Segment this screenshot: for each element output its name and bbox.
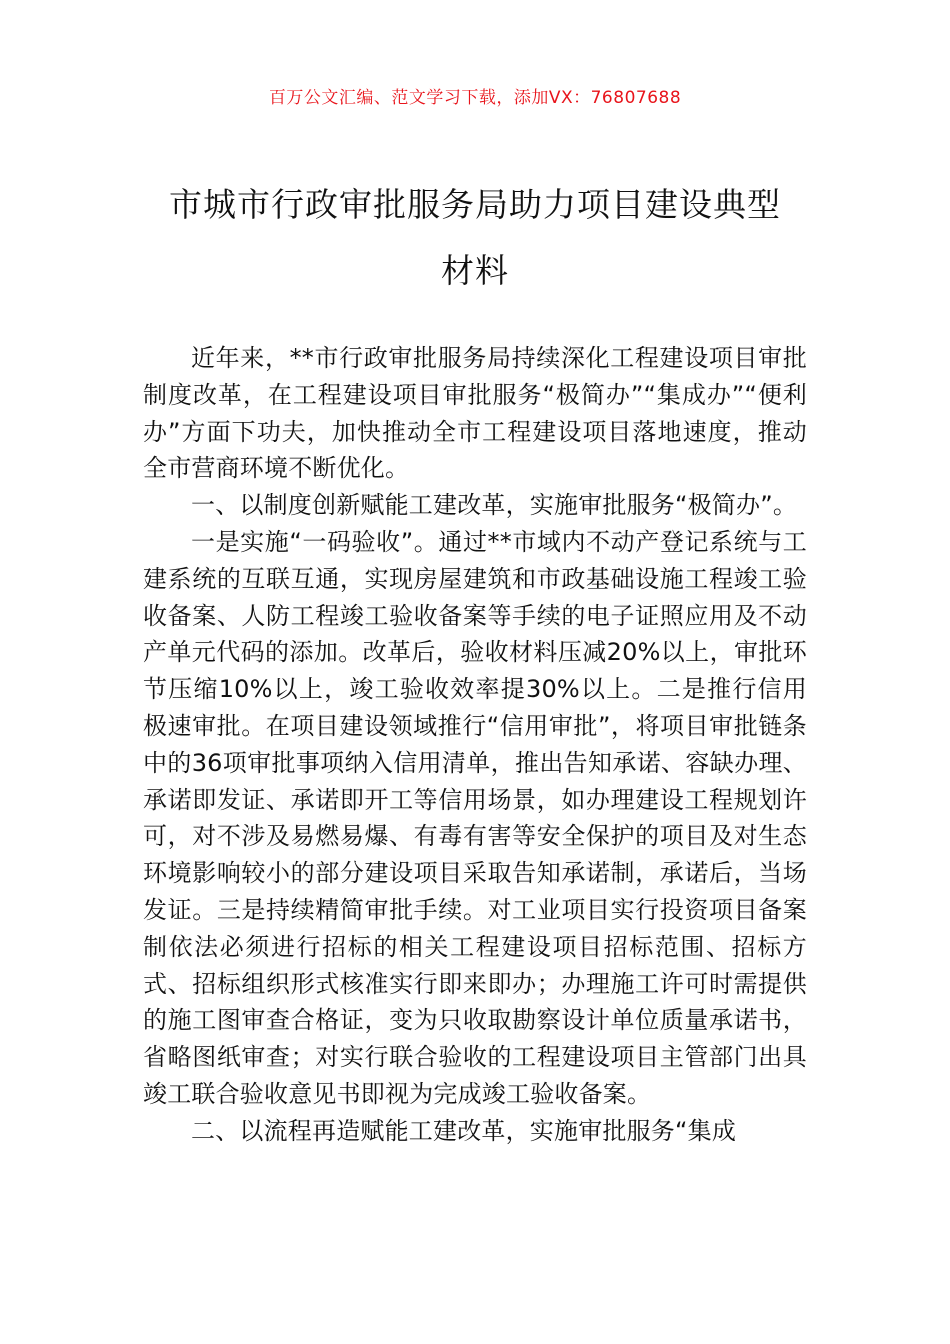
section-heading-2: 二、以流程再造赋能工建改革，实施审批服务“集成 — [191, 1116, 737, 1145]
title-line-2: 材料 — [441, 251, 509, 290]
paragraph-section-1-detail: 一是实施“一码验收”。通过**市域内不动产登记系统与工建系统的互联互通，实现房屋建筑和市政基础设施工程竣工验收备案、人防工程竣工验收备案等手续的电子证照应用及不动产单元代码的添加。改革后，验收材料压减20%以上，审批环节压缩10%以上，竣工验收效率提30%以上。二是推行信用极速审批。在项目建设领域推行“信用审批”，将项目审批链条中的36项审批事项纳入信用清单，推出告知承诺、容缺办理、承诺即发证、承诺即开工等信用场景，如办理建设工程规划许可，对不涉及易燃易爆、有毒有害等安全保护的项目及对生态环境影响较小的部分建设项目采取告知承诺制，承诺后，当场发证。三是持续精简审批手续。对工业项目实行投资项目备案制依法必须进行招标的相关工程建设项目招标范围、招标方式、招标组织形式核准实行即来即办；办理施工许可时需提供的施工图审查合格证，变为只收取勘察设计单位质量承诺书，省略图纸审查；对实行联合验收的工程建设项目主管部门出具竣工联合验收意见书即视为完成竣工验收备案。 — [143, 527, 807, 1108]
title-line-1: 市城市行政审批服务局助力项目建设典型 — [169, 185, 781, 224]
watermark-header-note: 百万公文汇编、范文学习下载，添加VX：76807688 — [268, 88, 682, 108]
document-body — [143, 340, 807, 1150]
paragraph-intro: 近年来，**市行政审批服务局持续深化工程建设项目审批制度改革，在工程建设项目审批服务“极简办”“集成办”“便利办”方面下功夫，加快推动全市工程建设项目落地速度，推动全市营商环境不断优化。 — [143, 344, 807, 483]
document-title — [110, 172, 840, 304]
section-heading-1: 一、以制度创新赋能工建改革，实施审批服务“极简办”。 — [191, 491, 798, 520]
